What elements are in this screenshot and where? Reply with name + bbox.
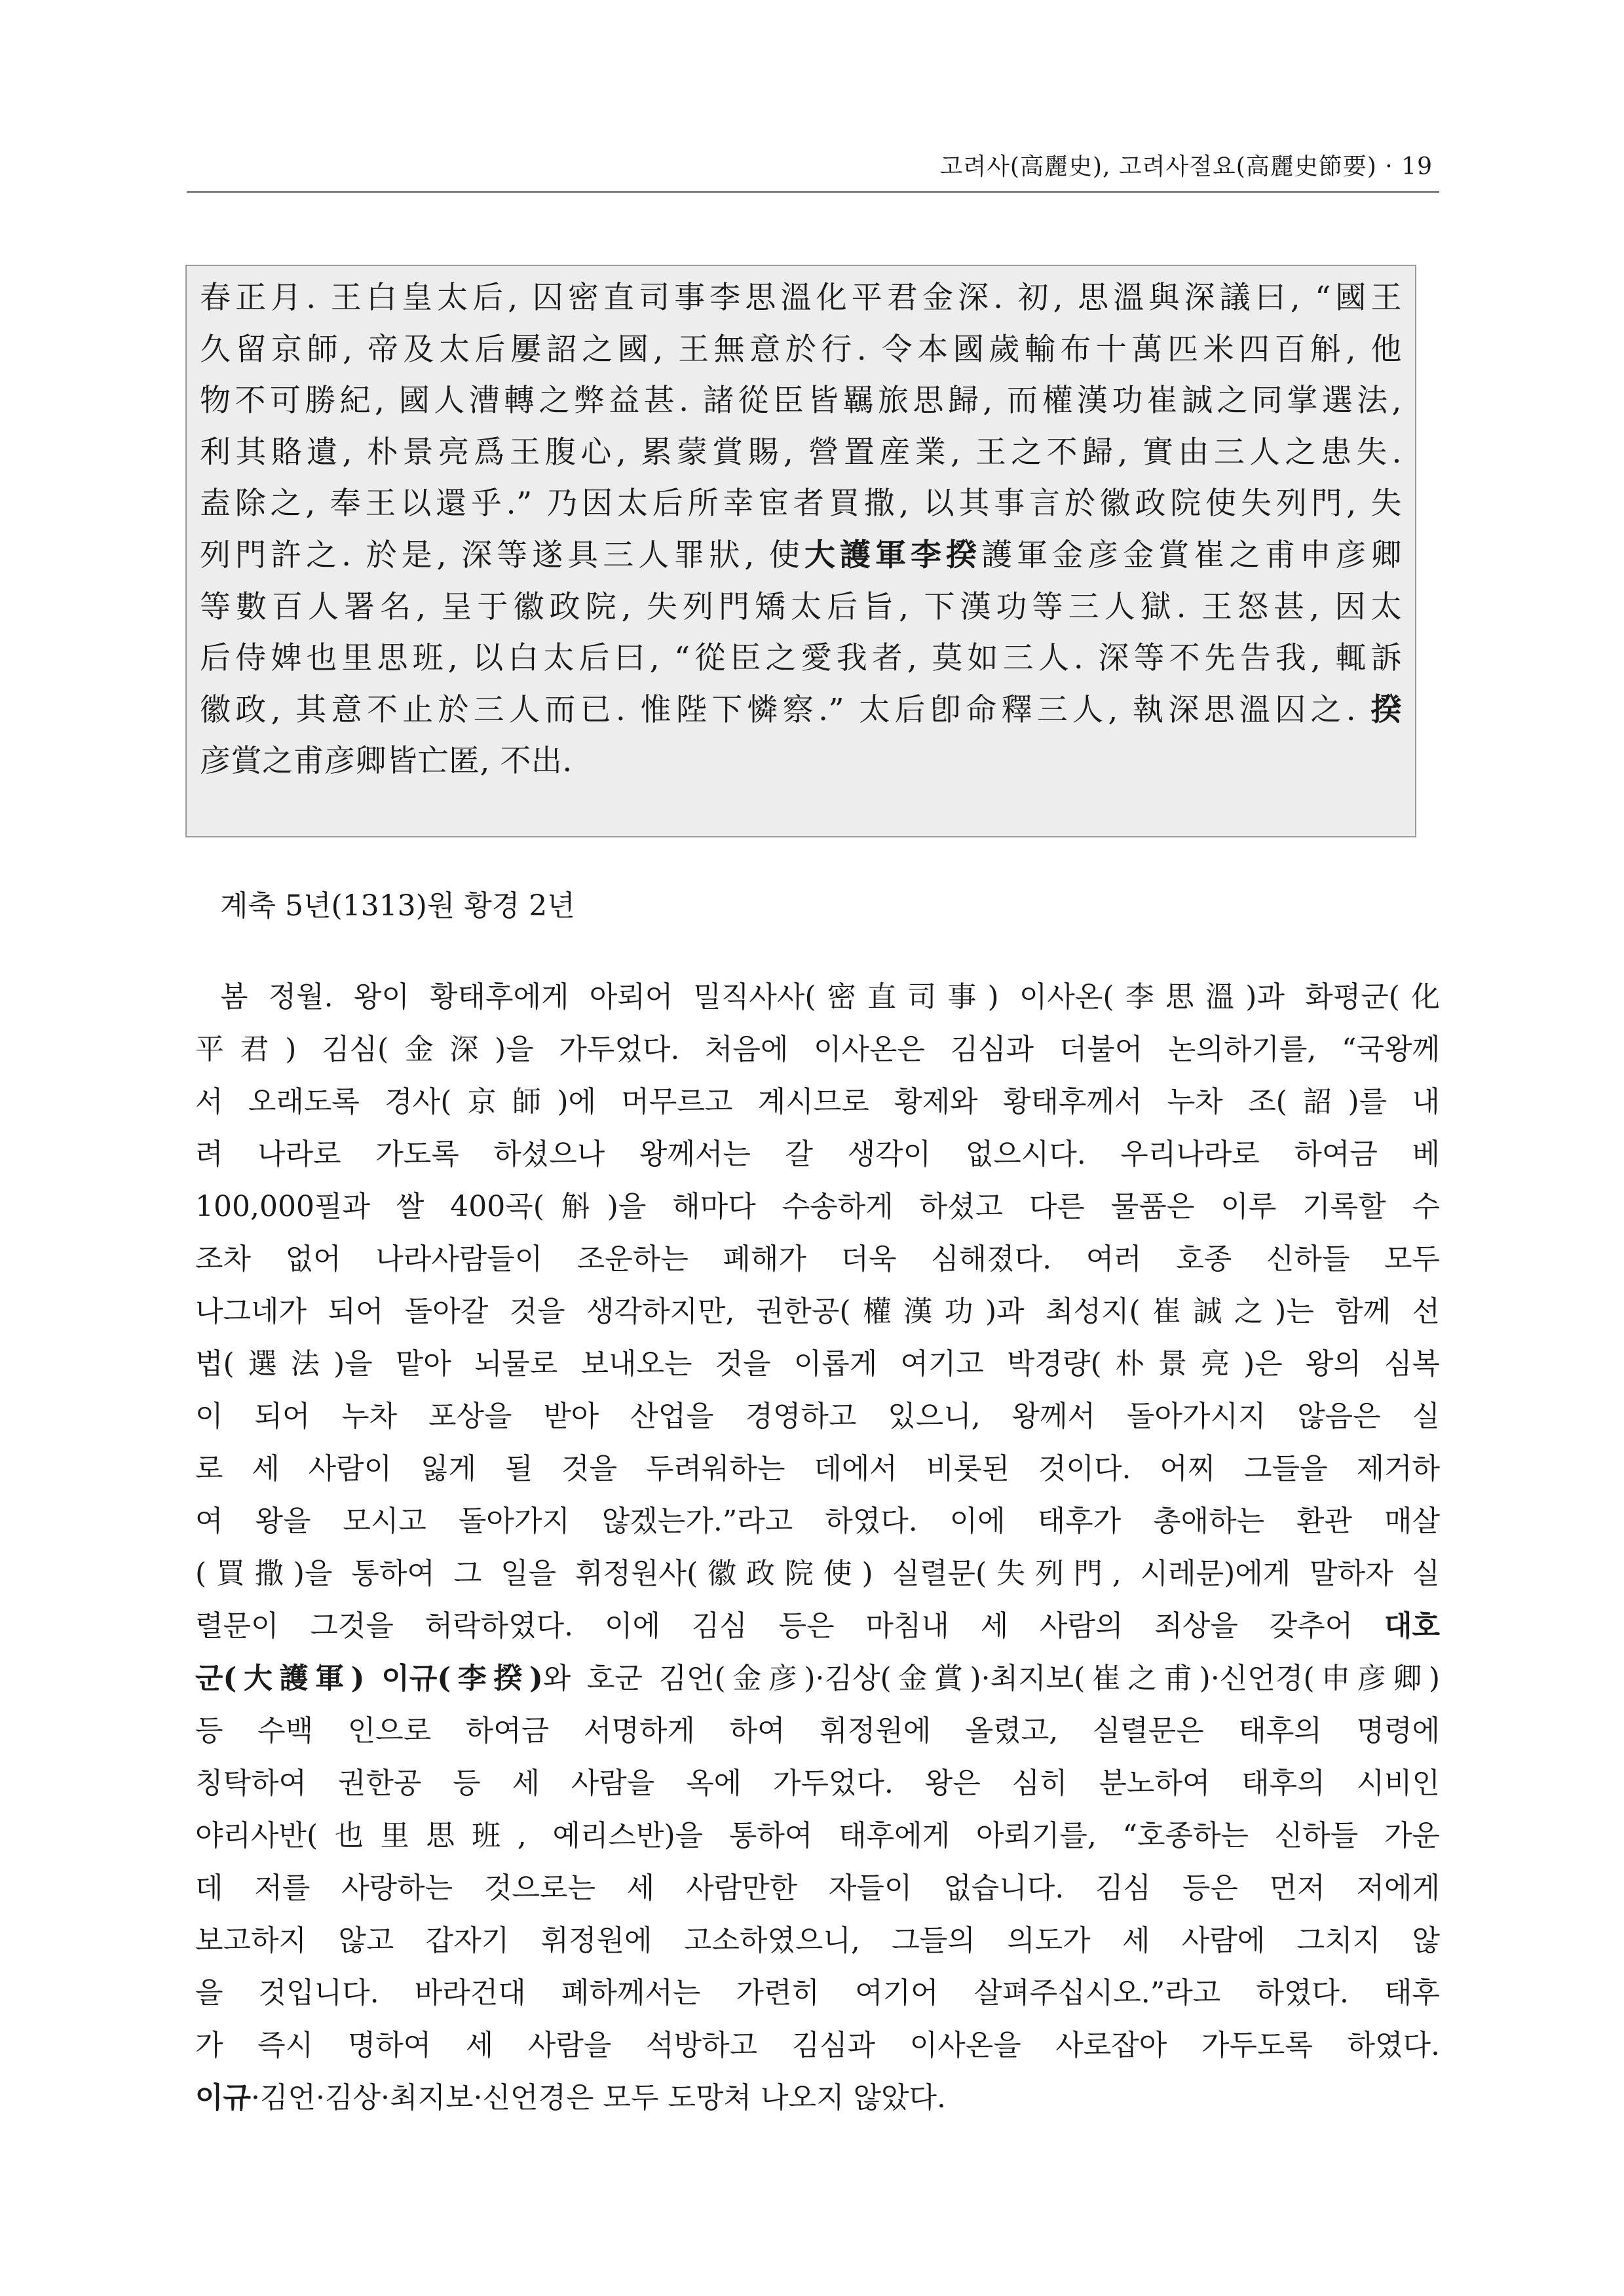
source-text-segment: 徽政, 其意不止於三人而已. 惟陛下憐察.” 太后卽命釋三人, 執深思溫囚之. [200,691,1357,728]
bold-name-highlight: 대호 [1384,1609,1440,1643]
translation-line: 데 저를 사랑하는 것으로는 세 사람만한 자들이 없습니다. 김심 등은 먼저 저에게 [195,1871,1440,1905]
translation-text-segment: ·김언·김상·최지보·신언경은 모두 도망쳐 나오지 않았다. [251,2081,946,2114]
bold-name-highlight: 이규 [195,2081,252,2114]
translation-text-segment: 와 호군 김언(金彦)·김상(金賞)·최지보(崔之甫)·신언경(申彦卿) [542,1662,1440,1695]
source-line [200,530,1402,582]
translation-line: (買撒)을 통하여 그 일을 휘정원사(徽政院使) 실렬문(失列門, 시레문)에게 말하자 실 [195,1557,1440,1590]
translation-line: 등 수백 인으로 하여금 서명하게 하여 휘정원에 올렸고, 실렬문은 태후의 명령에 [195,1714,1440,1748]
translation-line: 봄 정월. 왕이 황태후에게 아뢰어 밀직사사(密直司事) 이사온(李思溫)과 화평군(化 [220,980,1440,1014]
section-heading: 계축 5년(1313)원 황경 2년 [220,889,575,923]
translation-line [195,1653,1440,1705]
source-line: 彦賞之甫彦卿皆亡匿, 不出. [200,743,573,780]
source-text-segment: 護軍金彦金賞崔之甫申彦卿 [981,537,1403,573]
translation-line: 야리사반(也里思班, 예리스반)을 통하여 태후에게 아뢰기를, “호종하는 신하들 가운 [195,1819,1440,1852]
header-rule [187,191,1439,193]
translation-line: 려 나라로 가도록 하셨으나 왕께서는 갈 생각이 없으시다. 우리나라로 하여금 베 [195,1138,1440,1171]
source-line [200,685,1402,737]
translation-line: 법(選法)을 맡아 뇌물로 보내오는 것을 이롭게 여기고 박경량(朴景亮)은 왕의 심복 [195,1347,1440,1381]
bold-name-highlight: 군(大護軍) 이규(李揆) [195,1662,543,1695]
running-header: 고려사(高麗史), 고려사절요(高麗史節要) · 19 [939,153,1433,180]
translation-line: 100,000필과 쌀 400곡(斛)을 해마다 수송하게 하셨고 다른 물품은 이루 기록할 수 [195,1190,1440,1223]
translation-line: 나그네가 되어 돌아갈 것을 생각하지만, 권한공(權漢功)과 최성지(崔誠之)는 함께 선 [195,1295,1440,1328]
source-line: 后侍婢也里思班, 以白太后曰, “從臣之愛我者, 莫如三人. 深等不先告我, 輒訴 [200,640,1402,677]
translation-line: 칭탁하여 권한공 등 세 사람을 옥에 가두었다. 왕은 심히 분노하여 태후의 시비인 [195,1767,1440,1800]
translation-line: 여 왕을 모시고 돌아가지 않겠는가.”라고 하였다. 이에 태후가 총애하는 환관 매살 [195,1504,1440,1538]
translation-line: 平君) 김심(金深)을 가두었다. 처음에 이사온은 김심과 더불어 논의하기를, “국왕께 [195,1033,1440,1066]
source-line: 盍除之, 奉王以還乎.” 乃因太后所幸宦者買撒, 以其事言於徽政院使失列門, 失 [200,486,1402,522]
bold-name-highlight: 大護軍李揆 [804,537,982,573]
source-line: 久留京師, 帝及太后屢詔之國, 王無意於行. 令本國歲輸布十萬匹米四百斛, 他 [200,331,1402,368]
translation-line: 보고하지 않고 갑자기 휘정원에 고소하였으니, 그들의 의도가 세 사람에 그치지 않 [195,1924,1440,1957]
translation-line: 을 것입니다. 바라건대 폐하께서는 가련히 여기어 살펴주십시오.”라고 하였다. 태후 [195,1976,1440,2010]
translation-line: 로 세 사람이 잃게 될 것을 두려워하는 데에서 비롯된 것이다. 어찌 그들을 제거하 [195,1452,1440,1485]
translation-line [195,1600,1440,1653]
translation-line: 조차 없어 나라사람들이 조운하는 폐해가 더욱 심해졌다. 여러 호종 신하들 모두 [195,1242,1440,1276]
source-line: 春正月. 王白皇太后, 囚密直司事李思溫化平君金深. 初, 思溫與深議曰, “國王 [200,280,1402,316]
bold-name-highlight: 揆 [1370,691,1402,728]
source-text-segment: 列門許之. 於是, 深等遂具三人罪狀, 使 [200,537,804,573]
translation-line [195,2072,1440,2124]
source-line: 等數百人署名, 呈于徽政院, 失列門矯太后旨, 下漢功等三人獄. 王怒甚, 因太 [200,588,1402,625]
translation-line: 서 오래도록 경사(京師)에 머무르고 계시므로 황제와 황태후께서 누차 조(詔)를 내 [195,1085,1440,1119]
translation-text-segment: 렬문이 그것을 허락하였다. 이에 김심 등은 마침내 세 사람의 죄상을 갖추어 [195,1609,1353,1643]
source-line: 物不可勝紀, 國人漕轉之弊益甚. 諸從臣皆羈旅思歸, 而權漢功崔誠之同掌選法, [200,383,1402,419]
translation-line: 가 즉시 명하여 세 사람을 석방하고 김심과 이사온을 사로잡아 가두도록 하였다. [195,2029,1440,2062]
classical-chinese-source-box [185,265,1416,837]
korean-translation [195,971,1440,2124]
source-line: 利其賂遺, 朴景亮爲王腹心, 累蒙賞賜, 營置産業, 王之不歸, 實由三人之患失. [200,434,1402,470]
translation-line: 이 되어 누차 포상을 받아 산업을 경영하고 있으니, 왕께서 돌아가시지 않음은 실 [195,1400,1440,1433]
